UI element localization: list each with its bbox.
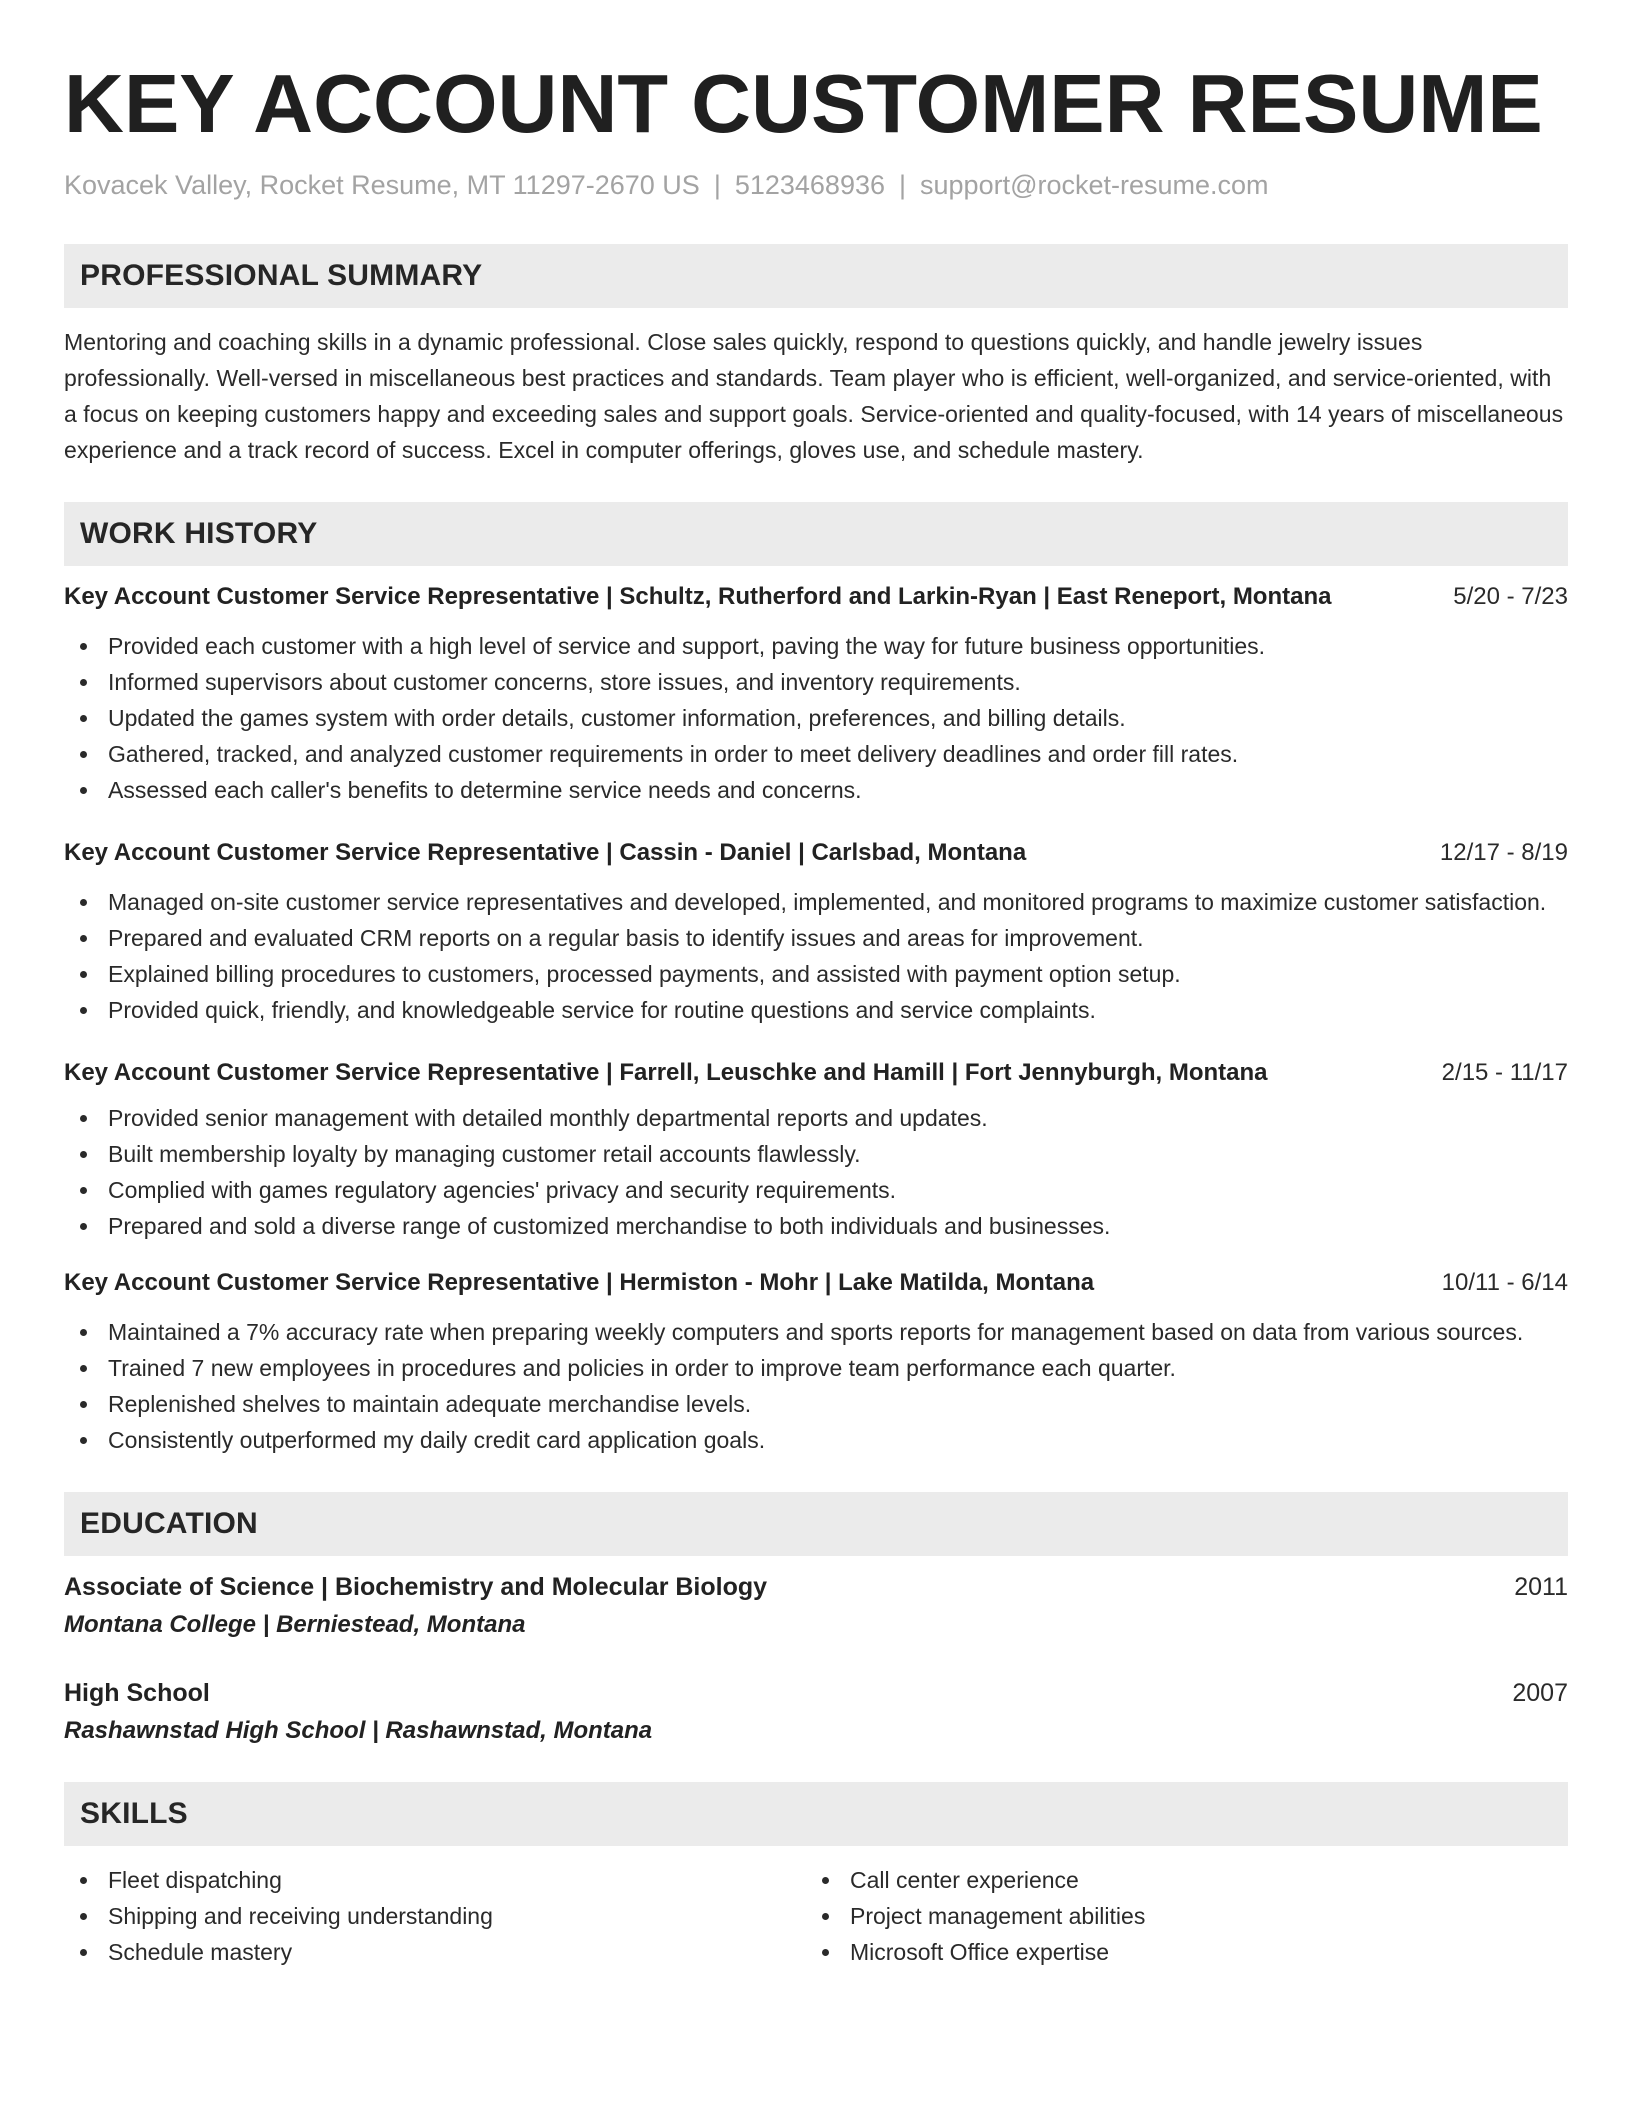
list-item: Managed on-site customer service representatives and developed, implemented, and monitored programs to maximize customer satisfaction. bbox=[64, 884, 1568, 920]
resume-title: KEY ACCOUNT CUSTOMER RESUME bbox=[64, 57, 1543, 150]
job-bullets bbox=[64, 1314, 1568, 1458]
list-item: Microsoft Office expertise bbox=[806, 1934, 1548, 1970]
education-entry bbox=[64, 1570, 1568, 1642]
job-title: Key Account Customer Service Representative | Hermiston - Mohr | Lake Matilda, Montana bbox=[64, 1269, 1095, 1296]
skills-column-left bbox=[64, 1862, 806, 1970]
job-dates: 2/15 - 11/17 bbox=[1441, 1059, 1568, 1086]
list-item: Fleet dispatching bbox=[64, 1862, 806, 1898]
education-degree: High School bbox=[64, 1679, 210, 1707]
list-item: Shipping and receiving understanding bbox=[64, 1898, 806, 1934]
job-header bbox=[64, 1266, 1568, 1300]
list-item: Consistently outperformed my daily credit card application goals. bbox=[64, 1422, 1568, 1458]
list-item: Trained 7 new employees in procedures and policies in order to improve team performance each quarter. bbox=[64, 1350, 1568, 1386]
list-item: Informed supervisors about customer concerns, store issues, and inventory requirements. bbox=[64, 664, 1568, 700]
education-entry bbox=[64, 1676, 1568, 1748]
job-header bbox=[64, 1056, 1568, 1090]
job-dates: 5/20 - 7/23 bbox=[1453, 583, 1568, 610]
job-title: Key Account Customer Service Representative | Farrell, Leuschke and Hamill | Fort Jennyburgh, Montana bbox=[64, 1059, 1268, 1086]
list-item: Gathered, tracked, and analyzed customer requirements in order to meet delivery deadlines and order fill rates. bbox=[64, 736, 1568, 772]
contact-email: support@rocket-resume.com bbox=[920, 170, 1269, 200]
skills-list bbox=[806, 1862, 1548, 1970]
list-item: Replenished shelves to maintain adequate merchandise levels. bbox=[64, 1386, 1568, 1422]
job-title: Key Account Customer Service Representative | Cassin - Daniel | Carlsbad, Montana bbox=[64, 839, 1027, 866]
list-item: Project management abilities bbox=[806, 1898, 1548, 1934]
work-section bbox=[64, 502, 1568, 1458]
education-year: 2011 bbox=[1514, 1573, 1568, 1601]
contact-line bbox=[64, 168, 1568, 202]
list-item: Provided quick, friendly, and knowledgeable service for routine questions and service complaints. bbox=[64, 992, 1568, 1028]
list-item: Assessed each caller's benefits to determine service needs and concerns. bbox=[64, 772, 1568, 808]
section-heading-skills: SKILLS bbox=[64, 1782, 1568, 1846]
list-item: Provided senior management with detailed monthly departmental reports and updates. bbox=[64, 1100, 1568, 1136]
list-item: Explained billing procedures to customers, processed payments, and assisted with payment option setup. bbox=[64, 956, 1568, 992]
job-bullets bbox=[64, 884, 1568, 1028]
contact-separator: | bbox=[899, 170, 907, 200]
job-entry bbox=[64, 1056, 1568, 1244]
skills-section bbox=[64, 1782, 1568, 1970]
job-title: Key Account Customer Service Representative | Schultz, Rutherford and Larkin-Ryan | East Reneport, Montana bbox=[64, 583, 1332, 610]
skills-column-right bbox=[806, 1862, 1548, 1970]
list-item: Prepared and evaluated CRM reports on a regular basis to identify issues and areas for improvement. bbox=[64, 920, 1568, 956]
list-item: Prepared and sold a diverse range of customized merchandise to both individuals and businesses. bbox=[64, 1208, 1568, 1244]
job-dates: 12/17 - 8/19 bbox=[1439, 839, 1568, 866]
list-item: Maintained a 7% accuracy rate when preparing weekly computers and sports reports for management based on data from various sources. bbox=[64, 1314, 1568, 1350]
job-header bbox=[64, 580, 1568, 614]
job-header bbox=[64, 836, 1568, 870]
job-bullets bbox=[64, 628, 1568, 808]
education-header bbox=[64, 1676, 1568, 1710]
summary-text: Mentoring and coaching skills in a dynamic professional. Close sales quickly, respond to questions quickly, and handle jewelry issues professionally. Well-versed in miscellaneous best practices and standards. Team player who is efficient, well-organized, and service-oriented, with a focus on keeping customers happy and exceeding sales and support goals. Service-oriented and quality-focused, with 14 years of miscellaneous experience and a track record of success. Excel in computer offerings, gloves use, and schedule mastery. bbox=[64, 329, 1564, 463]
job-entry bbox=[64, 580, 1568, 808]
education-school: Rashawnstad High School | Rashawnstad, Montana bbox=[64, 1717, 653, 1744]
list-item: Provided each customer with a high level of service and support, paving the way for future business opportunities. bbox=[64, 628, 1568, 664]
job-entry bbox=[64, 836, 1568, 1028]
education-year: 2007 bbox=[1512, 1679, 1568, 1707]
section-heading-work: WORK HISTORY bbox=[64, 502, 1568, 566]
contact-address: Kovacek Valley, Rocket Resume, MT 11297-2670 US bbox=[64, 170, 700, 200]
contact-separator: | bbox=[713, 170, 721, 200]
list-item: Built membership loyalty by managing customer retail accounts flawlessly. bbox=[64, 1136, 1568, 1172]
education-header bbox=[64, 1570, 1568, 1604]
list-item: Complied with games regulatory agencies' privacy and security requirements. bbox=[64, 1172, 1568, 1208]
section-heading-summary: PROFESSIONAL SUMMARY bbox=[64, 244, 1568, 308]
summary-section bbox=[64, 244, 1568, 468]
section-heading-education: EDUCATION bbox=[64, 1492, 1568, 1556]
job-bullets bbox=[64, 1100, 1568, 1244]
resume-page bbox=[64, 58, 1568, 1970]
education-degree: Associate of Science | Biochemistry and Molecular Biology bbox=[64, 1573, 768, 1601]
skills-list bbox=[64, 1862, 806, 1970]
list-item: Updated the games system with order details, customer information, preferences, and billing details. bbox=[64, 700, 1568, 736]
education-school: Montana College | Berniestead, Montana bbox=[64, 1611, 526, 1638]
list-item: Schedule mastery bbox=[64, 1934, 806, 1970]
contact-phone: 5123468936 bbox=[734, 170, 885, 200]
job-entry bbox=[64, 1266, 1568, 1458]
job-dates: 10/11 - 6/14 bbox=[1441, 1269, 1568, 1296]
education-section bbox=[64, 1492, 1568, 1748]
skills-grid bbox=[64, 1862, 1568, 1970]
list-item: Call center experience bbox=[806, 1862, 1548, 1898]
